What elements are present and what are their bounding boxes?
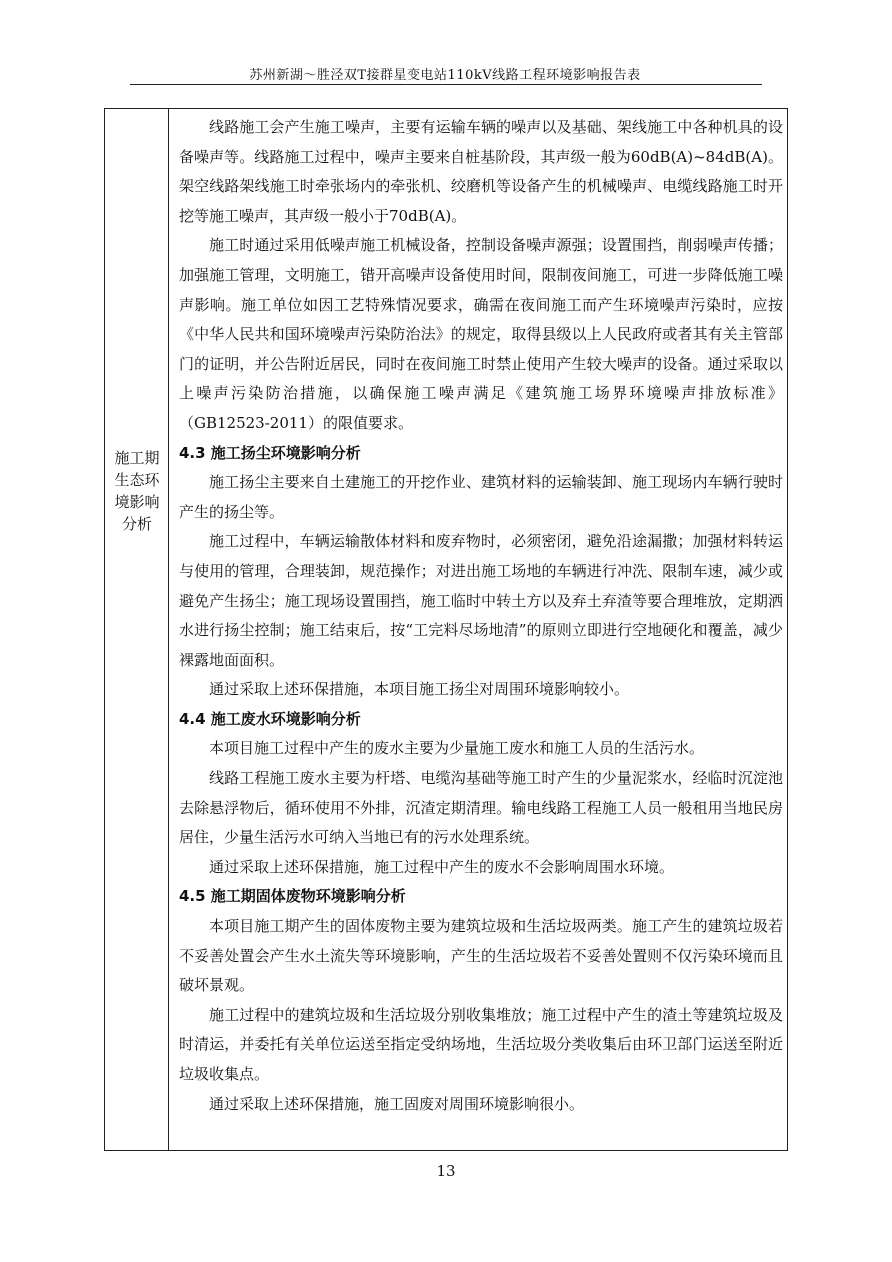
paragraph-wastewater-source: 本项目施工过程中产生的废水主要为少量施工废水和施工人员的生活污水。 — [209, 739, 705, 758]
left-label-line: 境影响 — [114, 493, 160, 511]
paragraph-noise-measures: 施工时通过采用低噪声施工机械设备，控制设备噪声源强；设置围挡，削弱噪声传播；加强施工管理，文明施工，错开高噪声设备使用时间，限制夜间施工，可进一步降低施工噪声影响。施工单位如因工艺特殊情况要求，确需在夜间施工而产生环境噪声污染时，应按《中华人民共和国环境噪声污染防治法》的规定，取得县级以上人民政府或者其有关主管部门的证明，并公告附近居民，同时在夜间施工时禁止使用产生较大噪声的设备。通过采取以上噪声污染防治措施，以确保施工噪声满足《建筑施工场界环境噪声排放标准》（GB12523-2011）的限值要求。 — [179, 236, 783, 432]
report-table — [104, 108, 788, 1151]
paragraph-construction-noise: 线路施工会产生施工噪声，主要有运输车辆的噪声以及基础、架线施工中各种机具的设备噪声等。线路施工过程中，噪声主要来自桩基阶段，其声级一般为60dB(A)~84dB(A)。架空线路架线施工时牵张场内的牵张机、绞磨机等设备产生的机械噪声、电缆线路施工时开挖等施工噪声，其声级一般小于70dB(A)。 — [179, 118, 783, 225]
paragraph-solid-waste-source: 本项目施工期产生的固体废物主要为建筑垃圾和生活垃圾两类。施工产生的建筑垃圾若不妥善处置会产生水土流失等环境影响，产生的生活垃圾若不妥善处置则不仅污染环境而且破坏景观。 — [179, 917, 783, 995]
paragraph-solid-waste-measures: 施工过程中的建筑垃圾和生活垃圾分别收集堆放；施工过程中产生的渣土等建筑垃圾及时清运，并委托有关单位运送至指定受纳场地，生活垃圾分类收集后由环卫部门运送至附近垃圾收集点。 — [179, 1005, 783, 1083]
left-label-line: 生态环 — [114, 471, 160, 489]
section-heading-4-5: 4.5 施工期固体废物环境影响分析 — [179, 887, 406, 906]
left-label-line: 分析 — [121, 515, 152, 533]
page-number: 13 — [436, 1162, 456, 1180]
left-label-line: 施工期 — [114, 449, 160, 467]
paragraph-solid-waste-conclusion: 通过采取上述环保措施，施工固废对周围环境影响很小。 — [209, 1094, 585, 1113]
section-heading-4-3: 4.3 施工扬尘环境影响分析 — [179, 443, 361, 462]
left-label-cell — [105, 109, 169, 1150]
paragraph-wastewater-conclusion: 通过采取上述环保措施，施工过程中产生的废水不会影响周围水环境。 — [209, 857, 675, 876]
header-rule — [130, 84, 762, 85]
page-header: 苏州新湖～胜泾双T接群星变电站110kV线路工程环境影响报告表 — [249, 68, 641, 83]
left-label — [105, 447, 169, 535]
paragraph-dust-measures: 施工过程中，车辆运输散体材料和废弃物时，必须密闭，避免沿途漏撒；加强材料转运与使用的管理，合理装卸，规范操作；对进出施工场地的车辆进行冲洗、限制车速，减少或避免产生扬尘；施工现场设置围挡，施工临时中转土方以及弃土弃渣等要合理堆放，定期洒水进行扬尘控制；施工结束后，按“工完料尽场地清”的原则立即进行空地硬化和覆盖，减少裸露地面面积。 — [179, 532, 783, 669]
paragraph-dust-conclusion: 通过采取上述环保措施，本项目施工扬尘对周围环境影响较小。 — [209, 680, 630, 699]
content-cell — [179, 113, 783, 1119]
paragraph-wastewater-measures: 线路工程施工废水主要为杆塔、电缆沟基础等施工时产生的少量泥浆水，经临时沉淀池去除悬浮物后，循环使用不外排，沉渣定期清理。输电线路工程施工人员一般租用当地民房居住，少量生活污水可纳入当地已有的污水处理系统。 — [179, 769, 783, 847]
section-heading-4-4: 4.4 施工废水环境影响分析 — [179, 709, 361, 728]
paragraph-dust-source: 施工扬尘主要来自土建施工的开挖作业、建筑材料的运输装卸、施工现场内车辆行驶时产生的扬尘等。 — [179, 473, 783, 521]
